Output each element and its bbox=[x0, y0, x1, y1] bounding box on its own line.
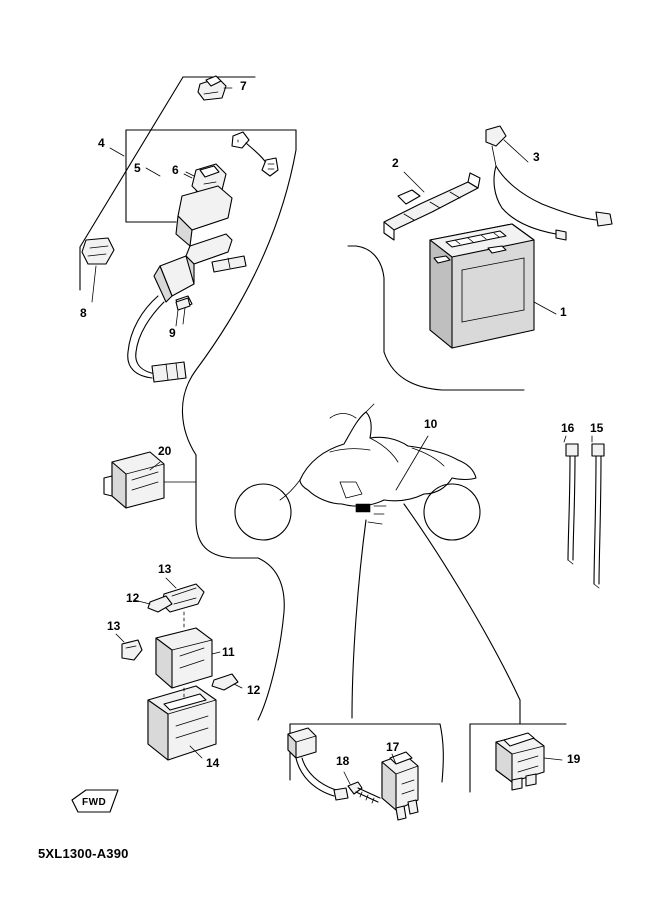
callout-4: 4 bbox=[98, 136, 105, 150]
callout-5: 5 bbox=[134, 161, 141, 175]
callout-7: 7 bbox=[240, 79, 247, 93]
key-cap bbox=[82, 238, 114, 302]
cable-tie-long bbox=[592, 436, 604, 588]
callout-13-upper: 13 bbox=[158, 562, 172, 576]
screw bbox=[176, 298, 190, 326]
clip-lower bbox=[212, 674, 242, 690]
callout-17: 17 bbox=[386, 740, 400, 754]
callout-2: 2 bbox=[392, 156, 399, 170]
band-lower bbox=[116, 634, 142, 660]
flasher-relay bbox=[496, 733, 562, 790]
callout-8: 8 bbox=[80, 306, 87, 320]
battery-lead bbox=[486, 126, 612, 240]
relay-group bbox=[116, 578, 242, 760]
clip-upper bbox=[134, 596, 172, 612]
keys bbox=[232, 132, 278, 176]
relay-case bbox=[148, 686, 216, 760]
motorcycle-silhouette bbox=[235, 404, 480, 540]
switch-cap bbox=[198, 76, 232, 100]
callout-11: 11 bbox=[222, 645, 235, 659]
callout-6: 6 bbox=[172, 163, 179, 177]
callout-12-lower: 12 bbox=[247, 683, 261, 697]
cable-tie-short bbox=[564, 436, 578, 564]
callout-3: 3 bbox=[533, 150, 540, 164]
callout-18: 18 bbox=[336, 754, 350, 768]
ignition-switch-assembly bbox=[82, 76, 278, 382]
callout-15: 15 bbox=[590, 421, 604, 435]
battery-band bbox=[384, 172, 480, 240]
callout-1: 1 bbox=[560, 305, 567, 319]
callout-10: 10 bbox=[424, 417, 438, 431]
rectifier-regulator bbox=[104, 452, 196, 508]
callout-16: 16 bbox=[561, 421, 575, 435]
battery bbox=[430, 224, 556, 348]
callout-13-lower: 13 bbox=[107, 619, 121, 633]
grouping-lines bbox=[80, 77, 566, 792]
callout-14: 14 bbox=[206, 756, 220, 770]
callout-20: 20 bbox=[158, 444, 172, 458]
main-switch bbox=[154, 186, 246, 308]
starter-relay bbox=[382, 752, 418, 820]
callout-12-upper: 12 bbox=[126, 591, 140, 605]
part-code: 5XL1300-A390 bbox=[38, 846, 129, 861]
fwd-marker bbox=[68, 789, 124, 819]
band-upper bbox=[162, 578, 204, 612]
cable-ties bbox=[564, 436, 604, 588]
relay-unit bbox=[156, 628, 220, 688]
bolt bbox=[344, 772, 380, 803]
fwd-label: FWD bbox=[82, 797, 107, 808]
callout-9: 9 bbox=[169, 326, 176, 340]
callout-19: 19 bbox=[567, 752, 581, 766]
callout-leader-10 bbox=[396, 436, 428, 490]
